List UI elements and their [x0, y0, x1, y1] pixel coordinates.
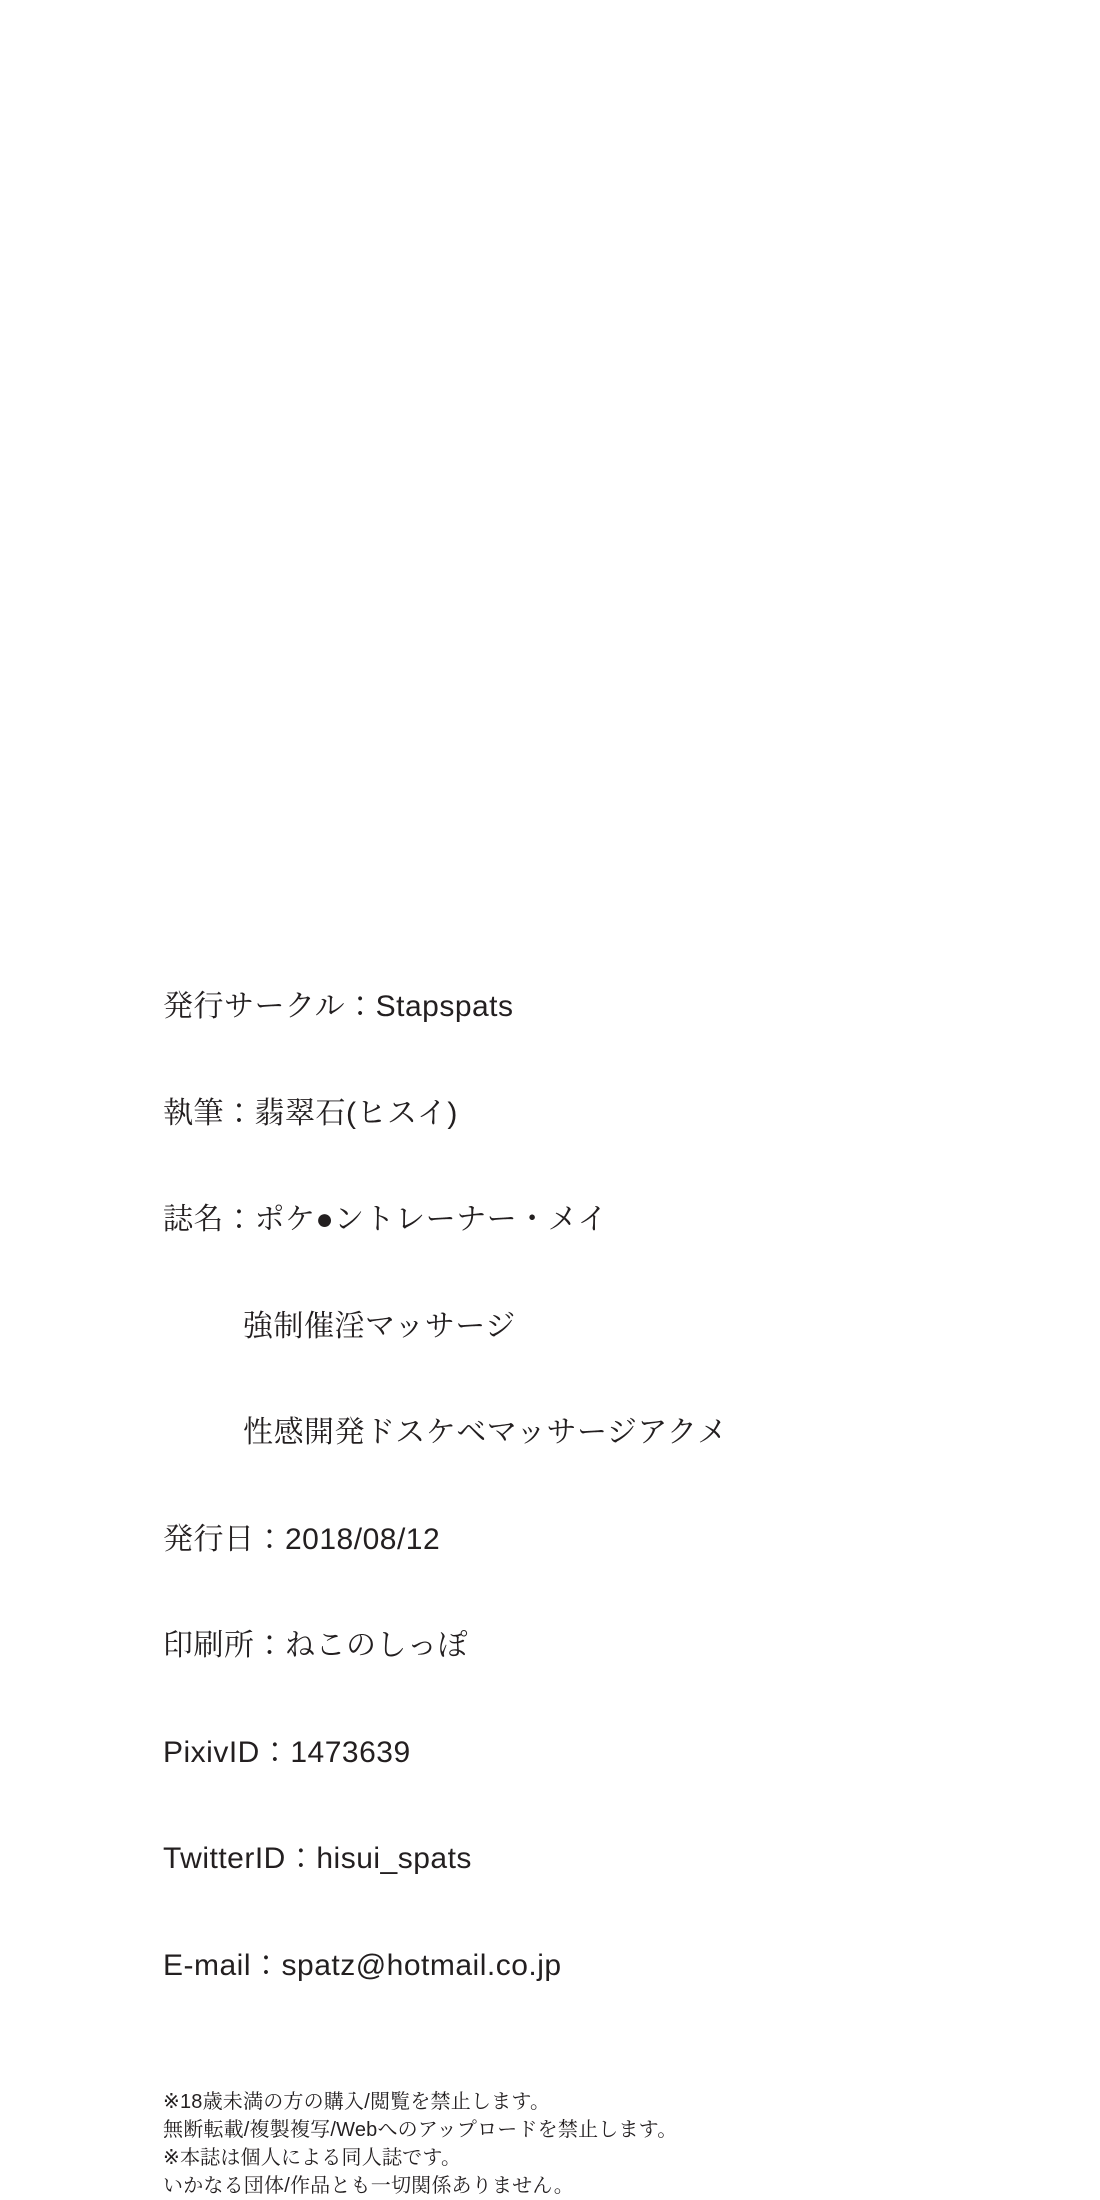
colophon-line-email: E-mail：spatz@hotmail.co.jp	[163, 1948, 562, 1982]
colophon-line-circle: 発行サークル：Stapspats	[163, 990, 514, 1023]
colophon-line-pixiv-id: PixivID：1473639	[163, 1735, 411, 1769]
colophon-block	[163, 918, 963, 2200]
colophon-line-date: 発行日：2018/08/12	[163, 1522, 441, 1556]
colophon-line-subtitle-2: 性感開発ドスケベマッサージアクメ	[243, 1416, 728, 1449]
colophon-details	[163, 918, 963, 2054]
colophon-line-twitter-id: TwitterID：hisui_spats	[163, 1842, 472, 1875]
notice-age-restriction: ※18歳未満の方の購入/閲覧を禁止します。	[163, 2091, 551, 2113]
colophon-line-subtitle-1: 強制催淫マッサージ	[243, 1309, 516, 1343]
colophon-line-title: 誌名：ポケ●ントレーナー・メイ	[163, 1203, 609, 1236]
notice-disclaimer: いかなる団体/作品とも一切関係ありません。	[163, 2175, 574, 2197]
colophon-notices	[163, 2088, 963, 2200]
notice-reproduction-ban: 無断転載/複製複写/Webへのアップロードを禁止します。	[163, 2119, 678, 2141]
notice-doujinshi: ※本誌は個人による同人誌です。	[163, 2147, 462, 2169]
colophon-line-author: 執筆：翡翠石(ヒスイ)	[163, 1096, 458, 1130]
colophon-line-printer: 印刷所：ねこのしっぽ	[163, 1629, 468, 1662]
